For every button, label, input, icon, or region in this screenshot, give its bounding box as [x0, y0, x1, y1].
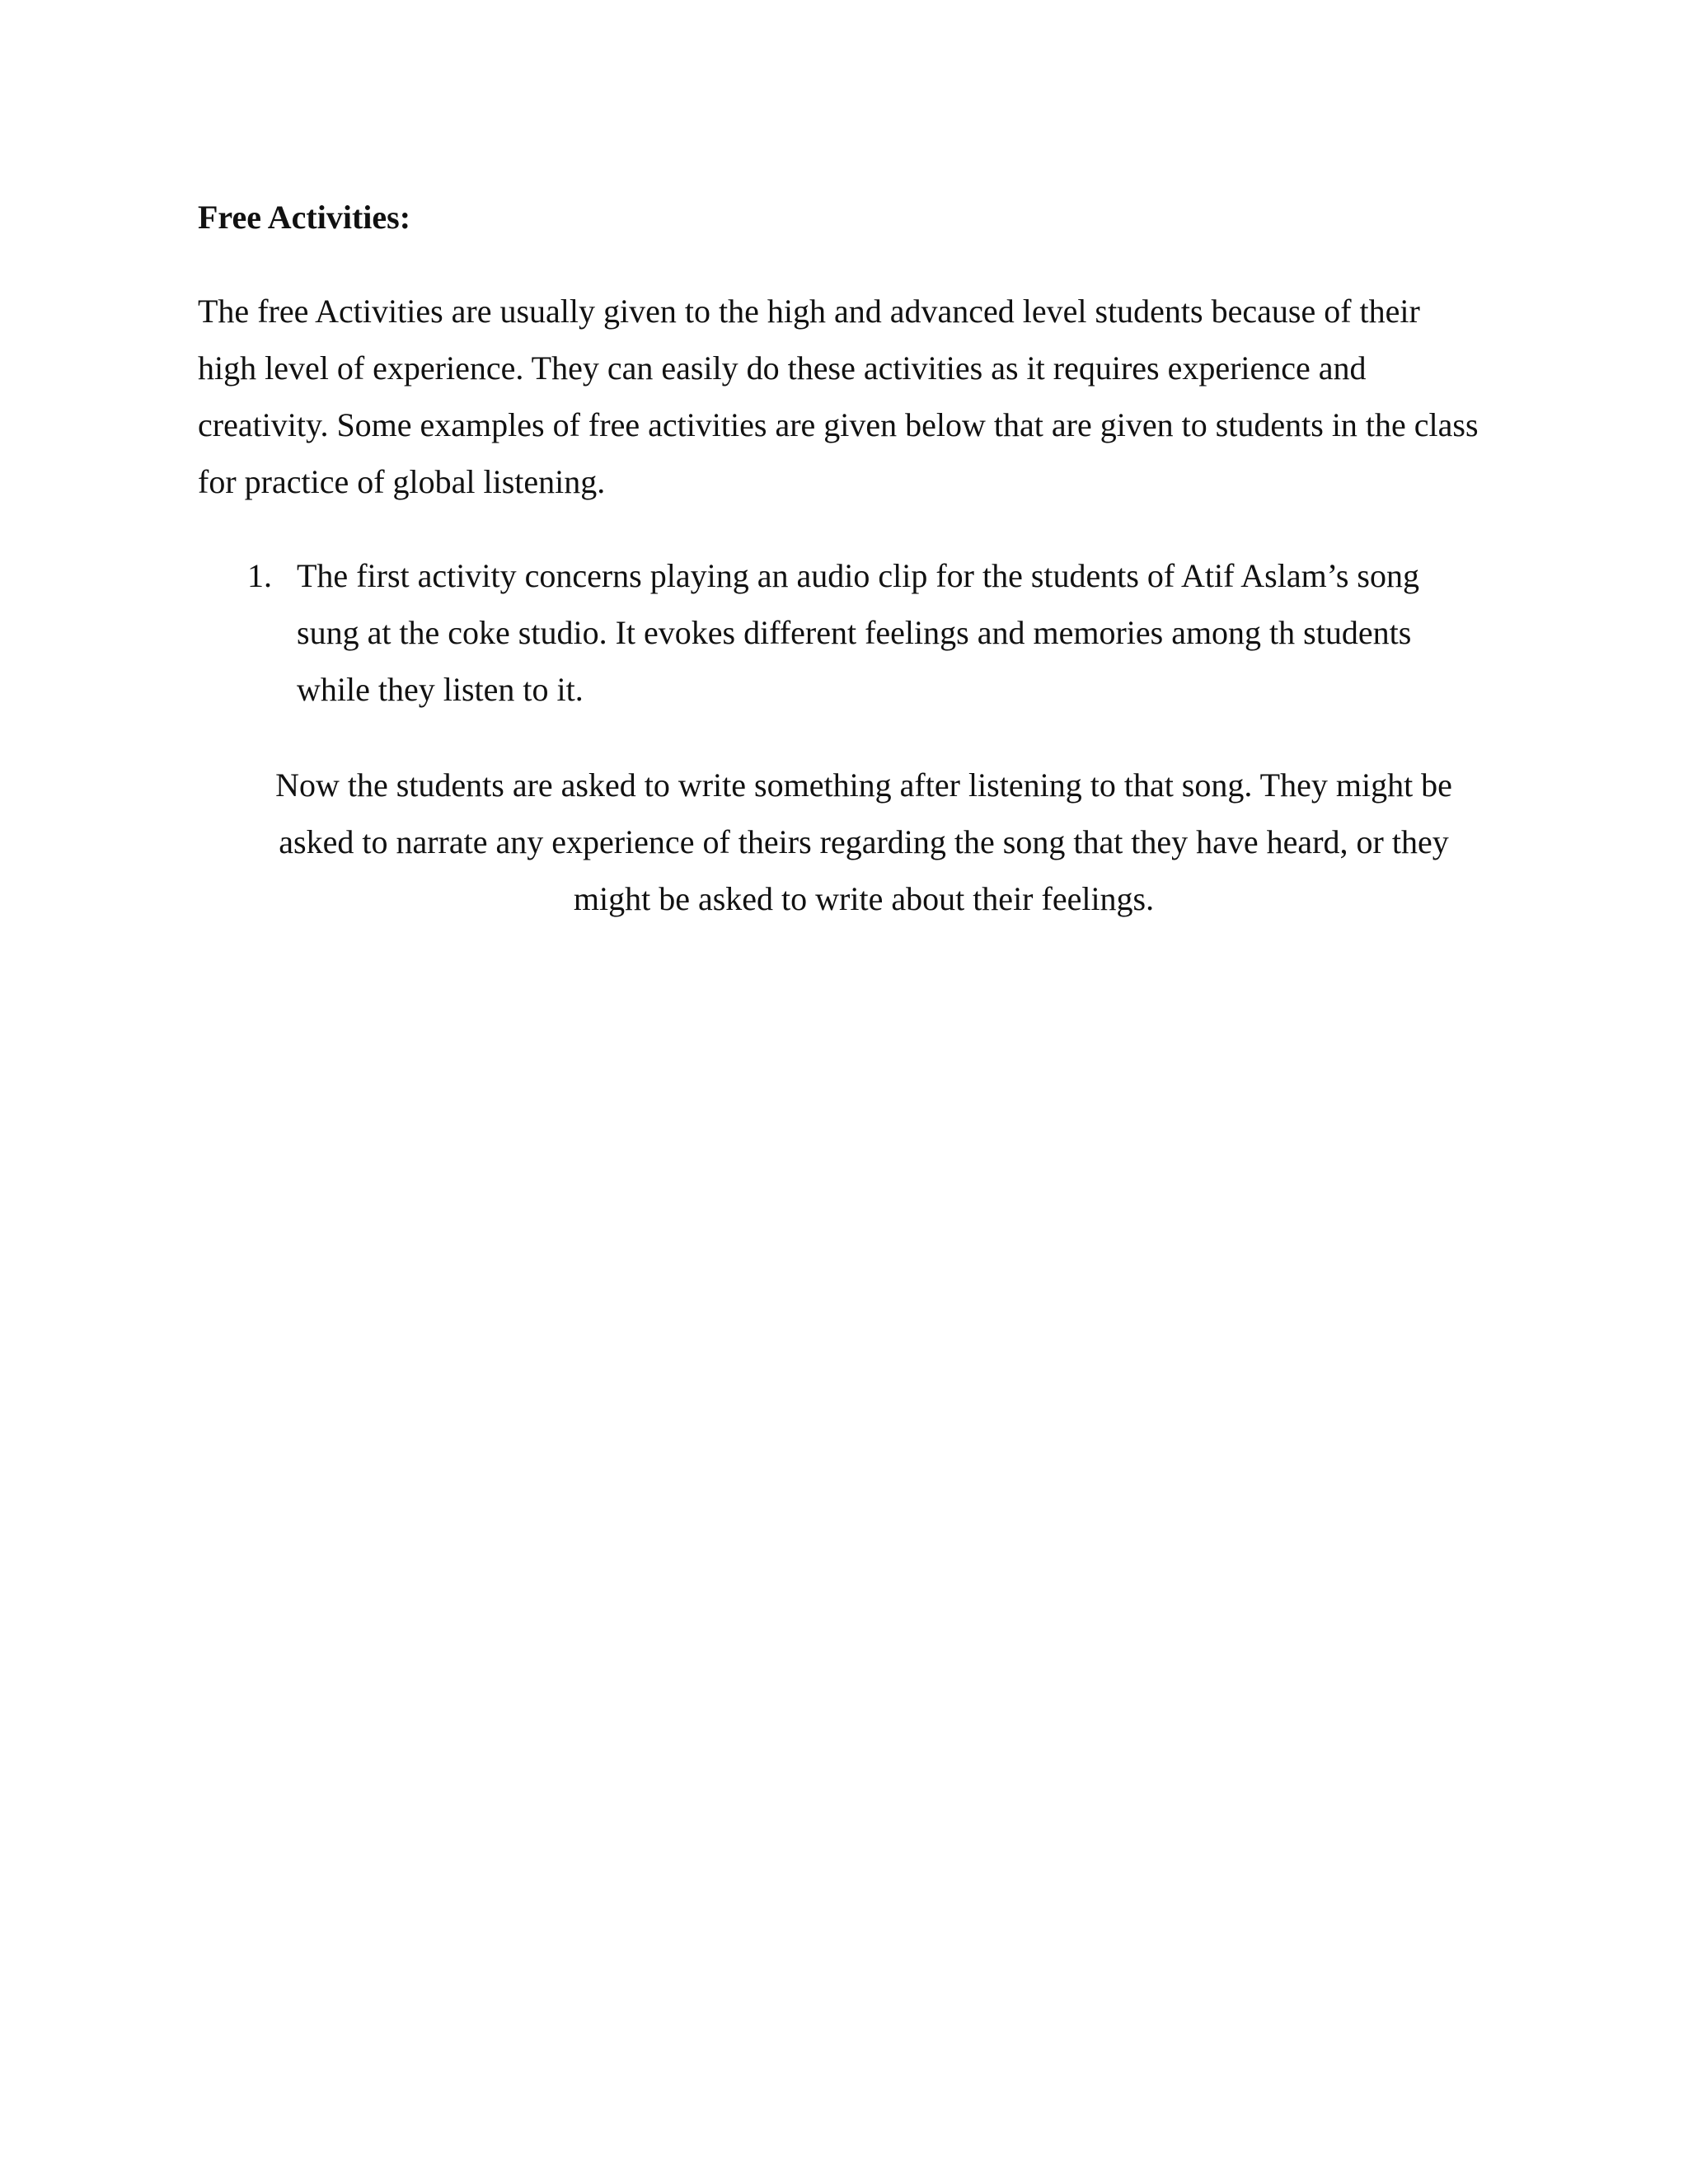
follow-up-line: Now the students are asked to write something after listening to that song. They might be [275, 766, 1452, 804]
intro-line: creativity. Some examples of free activities are given below that are given to students in the class [198, 406, 1479, 443]
list-item-number: 1. [247, 557, 272, 594]
intro-line: The free Activities are usually given to the high and advanced level students because of their [198, 293, 1420, 330]
follow-up-line: might be asked to write about their feelings. [573, 880, 1155, 917]
intro-line: for practice of global listening. [198, 463, 606, 500]
follow-up-line: asked to narrate any experience of theirs regarding the song that they have heard, or they [279, 823, 1449, 860]
list-item-line: The first activity concerns playing an audio clip for the students of Atif Aslam’s song [297, 557, 1419, 594]
section-heading: Free Activities: [198, 199, 411, 236]
intro-line: high level of experience. They can easily do these activities as it requires experience and [198, 349, 1367, 387]
list-item-line: sung at the coke studio. It evokes different feelings and memories among th students [297, 614, 1412, 651]
list-item-line: while they listen to it. [297, 671, 584, 708]
